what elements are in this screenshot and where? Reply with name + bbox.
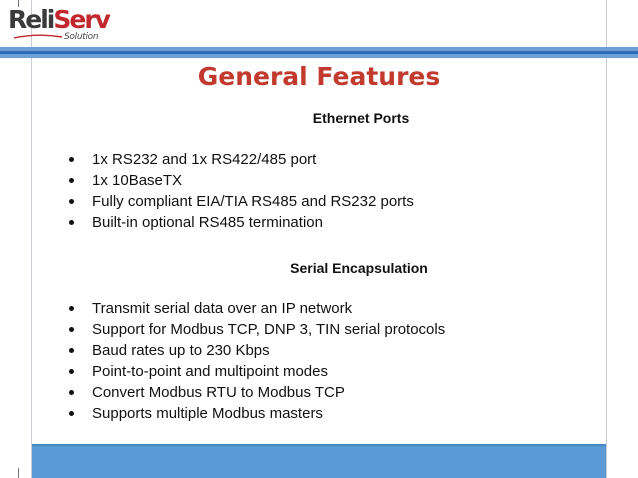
logo-subtitle: Solution (64, 32, 99, 42)
footer-band-line (32, 444, 606, 446)
bullet-dot-icon (69, 306, 74, 311)
list-item-text: Baud rates up to 230 Kbps (92, 342, 270, 359)
bullet-dot-icon (69, 369, 74, 374)
ethernet-ports-list (58, 149, 414, 233)
bullet-dot-icon (69, 157, 74, 162)
slide-content (32, 0, 606, 478)
footer-band (32, 444, 606, 478)
slide-title: General Features (197, 62, 441, 91)
list-item (58, 191, 414, 212)
bullet-dot-icon (69, 411, 74, 416)
list-item-text: Convert Modbus RTU to Modbus TCP (92, 384, 345, 401)
serial-encapsulation-list (58, 298, 445, 424)
list-item (58, 170, 414, 191)
list-item (58, 382, 445, 403)
bullet-dot-icon (69, 178, 74, 183)
bullet-dot-icon (69, 220, 74, 225)
list-item-text: Built-in optional RS485 termination (92, 214, 323, 231)
section-heading-ethernet-ports: Ethernet Ports (312, 110, 410, 126)
slide-edge-mark-bottom (18, 468, 19, 478)
list-item-text: Fully compliant EIA/TIA RS485 and RS232 ports (92, 193, 414, 210)
list-item (58, 403, 445, 424)
list-item-text: Support for Modbus TCP, DNP 3, TIN serial protocols (92, 321, 446, 338)
slide-frame-right (606, 0, 607, 478)
bullet-dot-icon (69, 390, 74, 395)
list-item-text: Transmit serial data over an IP network (92, 300, 353, 317)
list-item-text: Point-to-point and multipoint modes (92, 363, 328, 380)
list-item-text: Supports multiple Modbus masters (92, 405, 323, 422)
logo-wordmark-part1: Reli (8, 5, 54, 34)
list-item (58, 319, 445, 340)
list-item (58, 298, 445, 319)
section-heading-serial-encapsulation: Serial Encapsulation (290, 260, 428, 276)
list-item (58, 340, 445, 361)
list-item (58, 361, 445, 382)
bullet-dot-icon (69, 348, 74, 353)
list-item (58, 212, 414, 233)
list-item (58, 149, 414, 170)
logo-wordmark-part2: Serv (53, 5, 109, 34)
bullet-dot-icon (69, 327, 74, 332)
list-item-text: 1x 10BaseTX (92, 172, 183, 189)
bullet-dot-icon (69, 199, 74, 204)
list-item-text: 1x RS232 and 1x RS422/485 port (92, 151, 317, 168)
